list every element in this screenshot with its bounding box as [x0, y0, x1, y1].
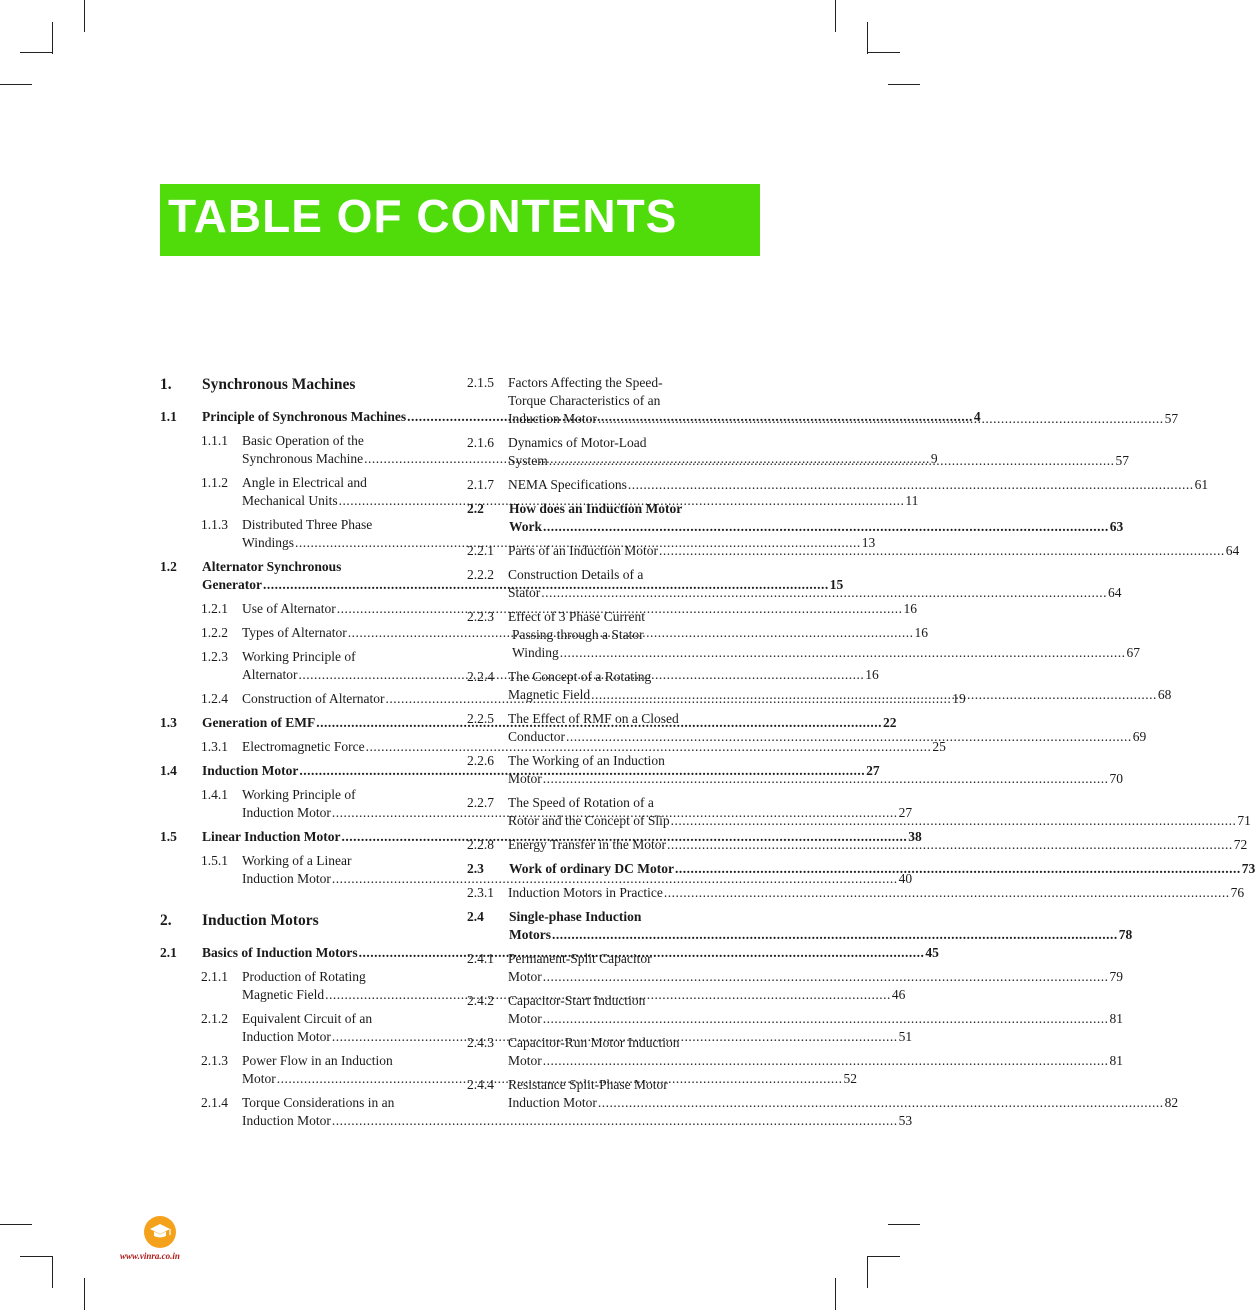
page-number: 61 [1194, 477, 1209, 492]
section-number: 1.4 [160, 763, 177, 778]
subsection-title: Construction Details of a [508, 567, 644, 582]
subsection-title-cont: Magnetic Field [242, 987, 325, 1002]
subsection-title-cont: Motor [508, 1053, 542, 1068]
page-number: 64 [1108, 585, 1122, 600]
leader-dots [560, 644, 1126, 662]
subsection-title-cont: Windings [242, 535, 294, 550]
subsection-title-cont: Induction Motor [508, 411, 597, 426]
subsection-number: 2.2.5 [467, 711, 494, 726]
section-title: Induction Motor [202, 763, 299, 778]
page-number: 51 [898, 1029, 913, 1044]
subsection-title-cont: System [508, 453, 548, 468]
crop-mark [835, 1278, 836, 1310]
page-number: 53 [898, 1113, 913, 1128]
subsection-title-cont: Conductor [508, 729, 565, 744]
section-title: Basics of Induction Motors [202, 945, 358, 960]
page-number: 19 [952, 691, 966, 706]
subsection-number: 2.1.1 [201, 969, 228, 984]
crop-mark [52, 1256, 53, 1288]
leader-dots [549, 452, 1115, 470]
toc-section[interactable] [160, 762, 880, 780]
title-bar [160, 184, 760, 256]
subsection-title: Capacitor-Start Induction [508, 993, 646, 1008]
subsection-title-cont: Motor [508, 771, 542, 786]
subsection-title: Parts of an Induction Motor [508, 543, 658, 558]
section-title: How does an Induction Motor [509, 501, 683, 516]
crop-mark [867, 22, 868, 54]
section-number: 1.1 [160, 409, 177, 424]
page-number: 70 [1109, 771, 1123, 786]
subsection-number: 2.2.8 [467, 837, 494, 852]
subsection-number: 2.3.1 [467, 885, 494, 900]
page-number: 52 [843, 1071, 857, 1086]
leader-dots [543, 770, 1109, 788]
subsection-title: Equivalent Circuit of an [242, 1011, 373, 1026]
subsection-title: Capacitor-Run Motor Induction [508, 1035, 680, 1050]
subsection-title: Angle in Electrical and [242, 475, 367, 490]
crop-mark [0, 84, 32, 85]
page-number: 73 [1241, 861, 1255, 876]
crop-mark [0, 1224, 32, 1225]
subsection-title-cont: Alternator [242, 667, 298, 682]
subsection-title-cont: Synchronous Machine [242, 451, 364, 466]
section-title: Principle of Synchronous Machines [202, 409, 407, 424]
subsection-number: 2.2.7 [467, 795, 494, 810]
page-number: 68 [1157, 687, 1172, 702]
crop-mark [52, 22, 53, 54]
subsection-title: Power Flow in an Induction [242, 1053, 393, 1068]
page-number: 16 [865, 667, 879, 682]
subsection-number: 2.1.6 [467, 435, 494, 450]
subsection-number: 2.1.5 [467, 375, 494, 390]
leader-dots [566, 728, 1132, 746]
subsection-title-cont: Motor [242, 1071, 276, 1086]
toc-section[interactable] [467, 860, 1255, 878]
subsection-number: 2.1.4 [201, 1095, 228, 1110]
section-number: 2.1 [160, 945, 177, 960]
subsection-title: Basic Operation of the [242, 433, 364, 448]
subsection-number: 1.1.3 [201, 517, 228, 532]
subsection-title-cont: Induction Motor [242, 1113, 331, 1128]
subsection-number: 2.4.2 [467, 993, 494, 1008]
subsection-number: 1.1.1 [201, 433, 228, 448]
toc-subsection[interactable] [467, 434, 1130, 470]
toc-subsection[interactable] [467, 374, 1179, 428]
subsection-title: Construction of Alternator [242, 691, 385, 706]
section-title-cont: Motors [509, 927, 551, 942]
subsection-title-cont: Induction Motor [508, 1095, 597, 1110]
page-number: 64 [1225, 543, 1240, 558]
page-number: 72 [1233, 837, 1248, 852]
toc-chapter[interactable] [160, 376, 450, 394]
subsection-number: 1.5.1 [201, 853, 228, 868]
subsection-number: 1.2.1 [201, 601, 228, 616]
subsection-title: Induction Motors in Practice [508, 885, 663, 900]
crop-mark [835, 0, 836, 32]
section-number: 1.3 [160, 715, 177, 730]
section-title: Alternator Synchronous [202, 559, 342, 574]
section-title: Generation of EMF [202, 715, 316, 730]
page-number: 69 [1132, 729, 1147, 744]
page-title: TABLE OF CONTENTS [168, 190, 678, 242]
crop-mark [20, 52, 52, 53]
leader-dots [664, 884, 1230, 902]
subsection-title: Types of Alternator [242, 625, 347, 640]
toc-subsection[interactable] [160, 1094, 913, 1130]
chapter-title: Synchronous Machines [202, 376, 356, 393]
page-number: 81 [1109, 1011, 1123, 1026]
subsection-number: 2.1.2 [201, 1011, 228, 1026]
page-number: 27 [866, 763, 880, 778]
chapter-number: 2. [160, 912, 172, 929]
subsection-title-cont: Rotor and the Concept of Slip [508, 813, 670, 828]
subsection-title: Torque Considerations in an [242, 1095, 395, 1110]
page-number: 9 [930, 451, 938, 466]
subsection-title: The Working of an Induction [508, 753, 665, 768]
page-number: 15 [829, 577, 844, 592]
subsection-title: Working of a Linear [242, 853, 352, 868]
subsection-title: Permanent-Split Capacitor [508, 951, 652, 966]
subsection-title-cont: Motor [508, 969, 542, 984]
subsection-number: 1.1.2 [201, 475, 228, 490]
section-number: 2.4 [467, 909, 484, 924]
subsection-title: Electromagnetic Force [242, 739, 365, 754]
page-number: 25 [932, 739, 946, 754]
website-link[interactable]: www.vinra.co.in [120, 1251, 180, 1261]
section-title-cont: Generator [202, 577, 262, 592]
subsection-number: 1.2.4 [201, 691, 228, 706]
subsection-number: 1.2.2 [201, 625, 228, 640]
subsection-title: The Concept of a Rotating [508, 669, 652, 684]
page-number: 40 [898, 871, 913, 886]
section-title: Linear Induction Motor [202, 829, 341, 844]
subsection-number: 1.4.1 [201, 787, 228, 802]
page-number: 4 [973, 409, 981, 424]
page-number: 38 [908, 829, 922, 844]
subsection-title: Energy Transfer in the Motor [508, 837, 666, 852]
page-number: 22 [882, 715, 897, 730]
crop-mark [20, 1256, 52, 1257]
leader-dots [675, 860, 1241, 878]
page-number: 13 [861, 535, 876, 550]
leader-dots [598, 410, 1164, 428]
page-number: 16 [903, 601, 917, 616]
subsection-title: NEMA Specifications [508, 477, 627, 492]
section-title: Single-phase Induction [509, 909, 642, 924]
subsection-title: Factors Affecting the Speed- [508, 375, 663, 390]
section-title: Work of ordinary DC Motor [509, 861, 674, 876]
subsection-number: 2.4.3 [467, 1035, 494, 1050]
leader-dots [543, 968, 1109, 986]
page-number: 82 [1164, 1095, 1179, 1110]
subsection-number: 2.2.1 [467, 543, 494, 558]
leader-dots [541, 584, 1107, 602]
toc-subsection[interactable] [467, 884, 1245, 902]
subsection-title: Effect of 3 Phase Current [508, 609, 645, 624]
leader-dots [628, 476, 1194, 494]
subsection-title-cont: Magnetic Field [508, 687, 591, 702]
leader-dots [659, 542, 1225, 560]
section-number: 2.2 [467, 501, 484, 516]
subsection-title-cont: Mechanical Units [242, 493, 338, 508]
leader-dots [667, 836, 1233, 854]
subsection-title-cont: Motor [508, 1011, 542, 1026]
subsection-title: Working Principle of [242, 787, 356, 802]
page-number: 46 [891, 987, 906, 1002]
page-number: 45 [925, 945, 939, 960]
subsection-title-cont: Winding [512, 645, 559, 660]
subsection-title-cont: Stator [508, 585, 541, 600]
leader-dots [543, 1010, 1109, 1028]
chapter-number: 1. [160, 376, 172, 393]
subsection-title: Production of Rotating [242, 969, 366, 984]
chapter-title: Induction Motors [202, 912, 319, 929]
leader-dots [598, 1094, 1164, 1112]
subsection-title-cont: Induction Motor [242, 1029, 331, 1044]
section-number: 1.5 [160, 829, 177, 844]
crop-mark [84, 0, 85, 32]
page-number: 71 [1237, 813, 1251, 828]
subsection-number: 2.1.7 [467, 477, 494, 492]
page-number: 57 [1164, 411, 1179, 426]
crop-mark [867, 1256, 868, 1288]
page-number: 16 [914, 625, 929, 640]
subsection-title-cont: Torque Characteristics of an [508, 393, 661, 408]
leader-dots [591, 686, 1157, 704]
leader-dots [552, 926, 1118, 944]
subsection-number: 2.4.4 [467, 1077, 494, 1092]
subsection-title-cont: Passing through a Stator [512, 627, 644, 642]
subsection-title: Use of Alternator [242, 601, 336, 616]
toc-chapter[interactable] [160, 912, 450, 930]
subsection-number: 2.1.3 [201, 1053, 228, 1068]
page-number: 57 [1115, 453, 1130, 468]
crop-mark [888, 1224, 920, 1225]
subsection-title-cont: Induction Motor [242, 805, 331, 820]
section-number: 2.3 [467, 861, 484, 876]
toc-subsection[interactable] [467, 710, 1147, 746]
subsection-number: 2.2.3 [467, 609, 494, 624]
subsection-title: The Effect of RMF on a Closed [508, 711, 679, 726]
leader-dots [543, 518, 1109, 536]
page-number: 63 [1109, 519, 1124, 534]
subsection-title: Distributed Three Phase [242, 517, 373, 532]
page-number: 27 [898, 805, 913, 820]
subsection-title-cont: Induction Motor [242, 871, 331, 886]
leader-dots [543, 1052, 1109, 1070]
page-number: 67 [1126, 645, 1140, 660]
crop-mark [888, 84, 920, 85]
subsection-title: Resistance Split-Phase Motor [508, 1077, 668, 1092]
section-title-cont: Work [509, 519, 543, 534]
subsection-title: Working Principle of [242, 649, 356, 664]
subsection-number: 1.3.1 [201, 739, 228, 754]
subsection-number: 2.4.1 [467, 951, 494, 966]
crop-mark [868, 1256, 900, 1257]
page-number: 78 [1118, 927, 1133, 942]
toc-subsection[interactable] [467, 476, 1209, 494]
page-number: 81 [1109, 1053, 1123, 1068]
section-number: 1.2 [160, 559, 177, 574]
graduation-cap-icon [143, 1215, 177, 1249]
subsection-title: Dynamics of Motor-Load [508, 435, 647, 450]
page-number: 76 [1230, 885, 1245, 900]
toc-subsection[interactable] [160, 738, 946, 756]
subsection-number: 2.2.6 [467, 753, 494, 768]
leader-dots [671, 812, 1237, 830]
page-number: 11 [905, 493, 919, 508]
toc-subsection[interactable] [467, 794, 1251, 830]
crop-mark [84, 1278, 85, 1310]
crop-mark [868, 52, 900, 53]
subsection-title: The Speed of Rotation of a [508, 795, 654, 810]
subsection-number: 1.2.3 [201, 649, 228, 664]
page-number: 79 [1109, 969, 1123, 984]
subsection-number: 2.2.4 [467, 669, 494, 684]
subsection-number: 2.2.2 [467, 567, 494, 582]
toc-section[interactable] [467, 908, 1133, 944]
